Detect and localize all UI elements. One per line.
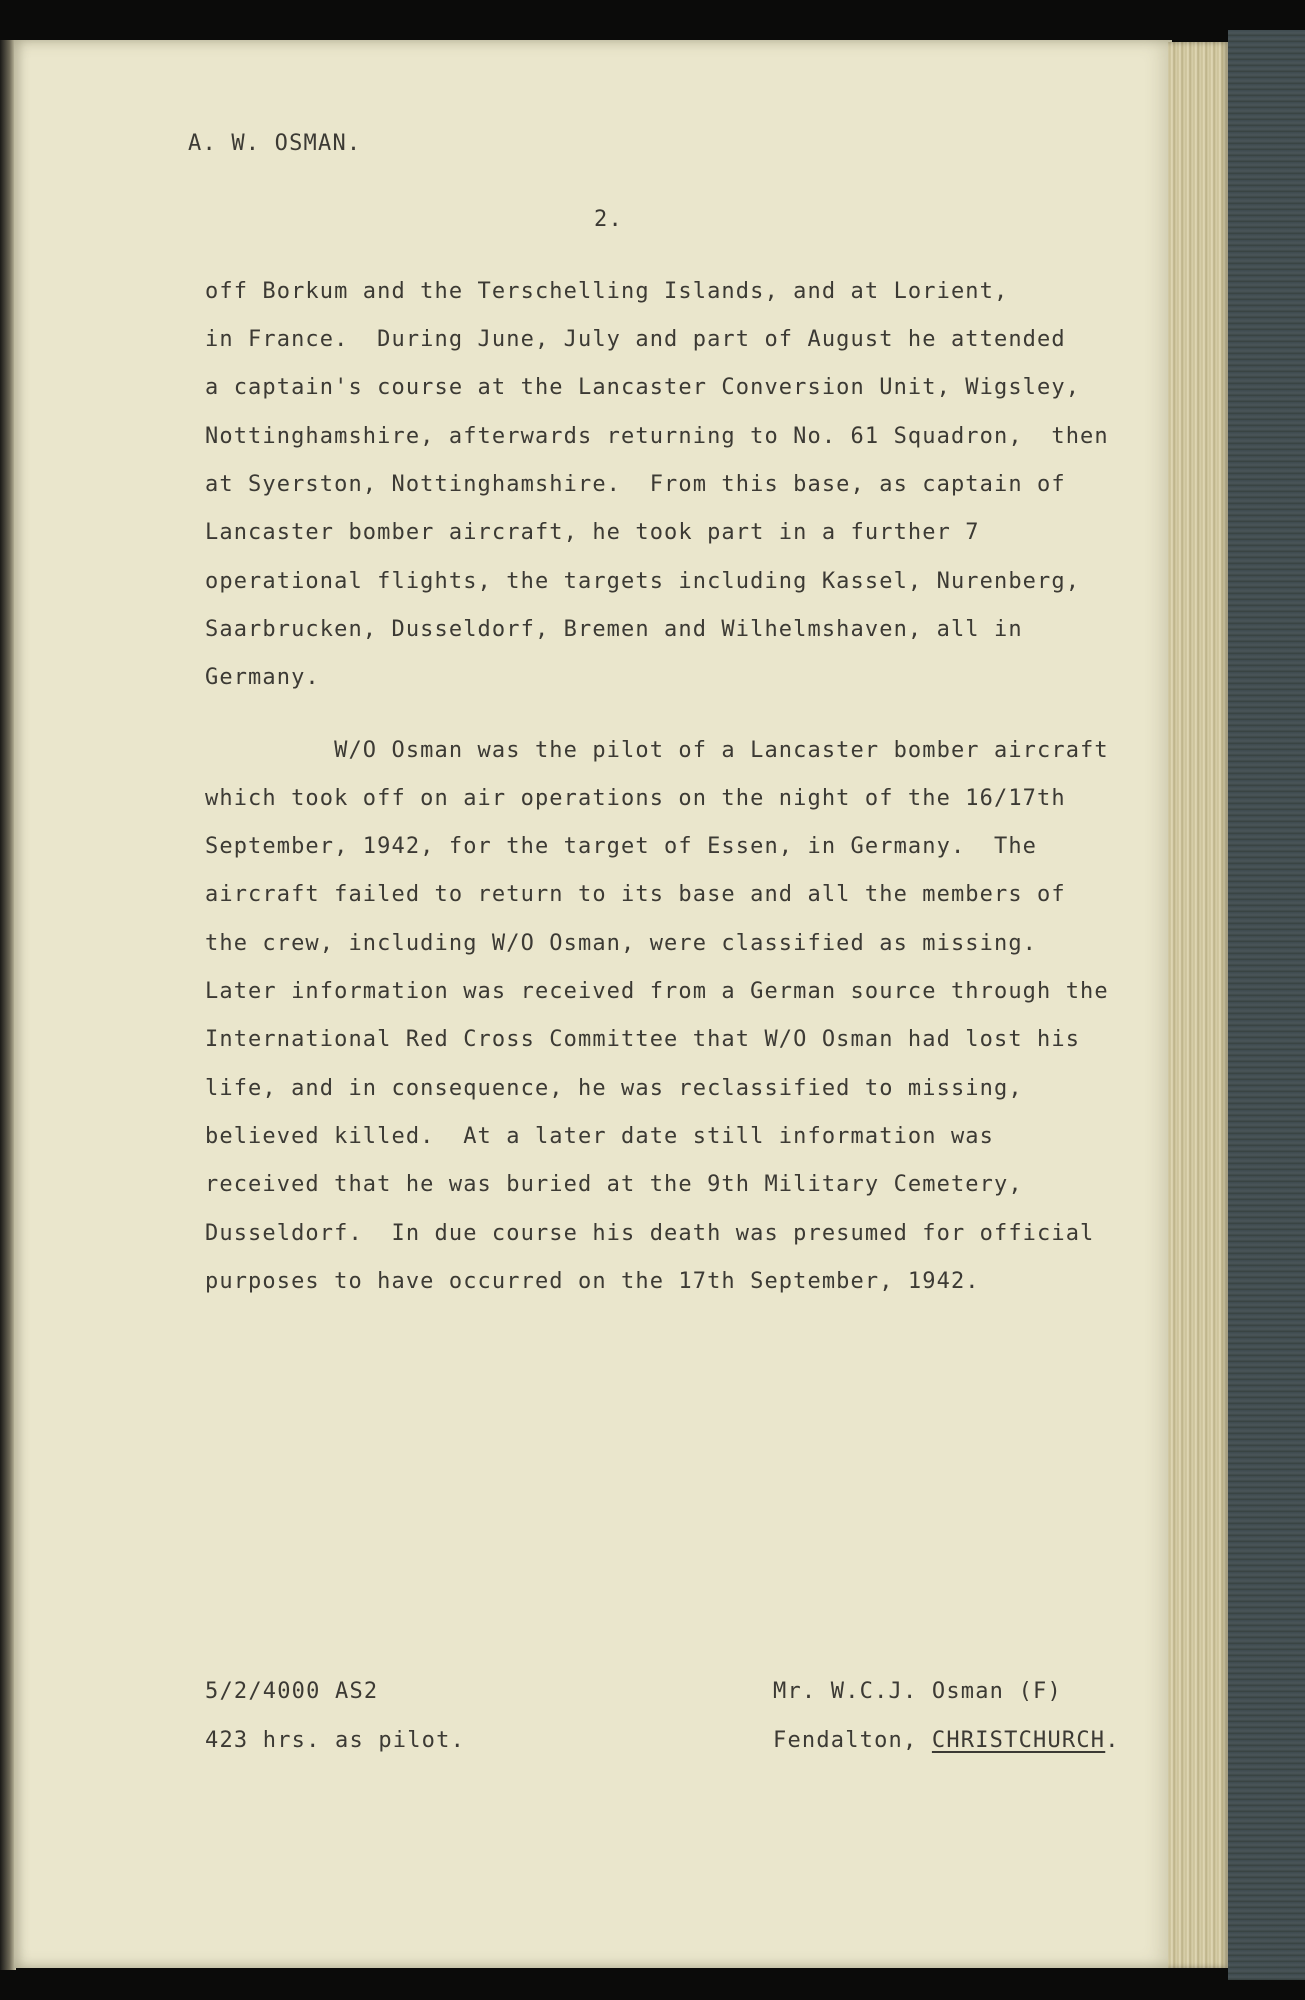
text-line: aircraft failed to return to its base and all the members of — [205, 882, 1066, 907]
record-header-name: A. W. OSMAN. — [188, 131, 362, 156]
address-suburb: Fendalton, — [773, 1728, 932, 1753]
text-line: Nottinghamshire, afterwards returning to No. 61 Squadron, then — [205, 424, 1109, 449]
text-line: life, and in consequence, he was reclassified to missing, — [205, 1076, 1023, 1101]
text-line: off Borkum and the Terschelling Islands, and at Lorient, — [205, 279, 1009, 304]
address-city: CHRISTCHURCH — [931, 1728, 1106, 1753]
text-line: Lancaster bomber aircraft, he took part in a further 7 — [205, 520, 980, 545]
text-line: at Syerston, Nottinghamshire. From this base, as captain of — [205, 472, 1066, 497]
text-line: Later information was received from a German source through the — [205, 979, 1109, 1004]
book-cover-edge — [1228, 30, 1305, 1980]
text-line: International Red Cross Committee that W/O Osman had lost his — [205, 1027, 1081, 1052]
text-line: received that he was buried at the 9th Military Cemetery, — [205, 1172, 1023, 1197]
text-line: a captain's course at the Lancaster Conversion Unit, Wigsley, — [205, 375, 1081, 400]
next-of-kin: Mr. W.C.J. Osman (F) — [773, 1679, 1062, 1704]
text-line: purposes to have occurred on the 17th September, 1942. — [205, 1269, 980, 1294]
page-stack-edges — [1168, 42, 1230, 1968]
text-line: Dusseldorf. In due course his death was presumed for official — [205, 1221, 1095, 1246]
text-line: in France. During June, July and part of August he attended — [205, 327, 1066, 352]
page-number: 2. — [594, 207, 623, 232]
text-line: the crew, including W/O Osman, were classified as missing. — [205, 931, 1038, 956]
text-line: which took off on air operations on the night of the 16/17th — [205, 786, 1066, 811]
text-line: Germany. — [205, 665, 320, 690]
reference-code: 5/2/4000 AS2 — [205, 1679, 379, 1704]
next-of-kin-address — [773, 1728, 1120, 1753]
text-line: W/O Osman was the pilot of a Lancaster bomber aircraft — [205, 738, 1109, 763]
address-suffix: . — [1105, 1728, 1120, 1753]
text-line: believed killed. At a later date still information was — [205, 1124, 994, 1149]
flying-hours: 423 hrs. as pilot. — [205, 1728, 466, 1753]
text-line: September, 1942, for the target of Essen, in Germany. The — [205, 834, 1038, 859]
text-line: Saarbrucken, Dusseldorf, Bremen and Wilhelmshaven, all in — [205, 617, 1023, 642]
text-line: operational flights, the targets including Kassel, Nurenberg, — [205, 569, 1081, 594]
